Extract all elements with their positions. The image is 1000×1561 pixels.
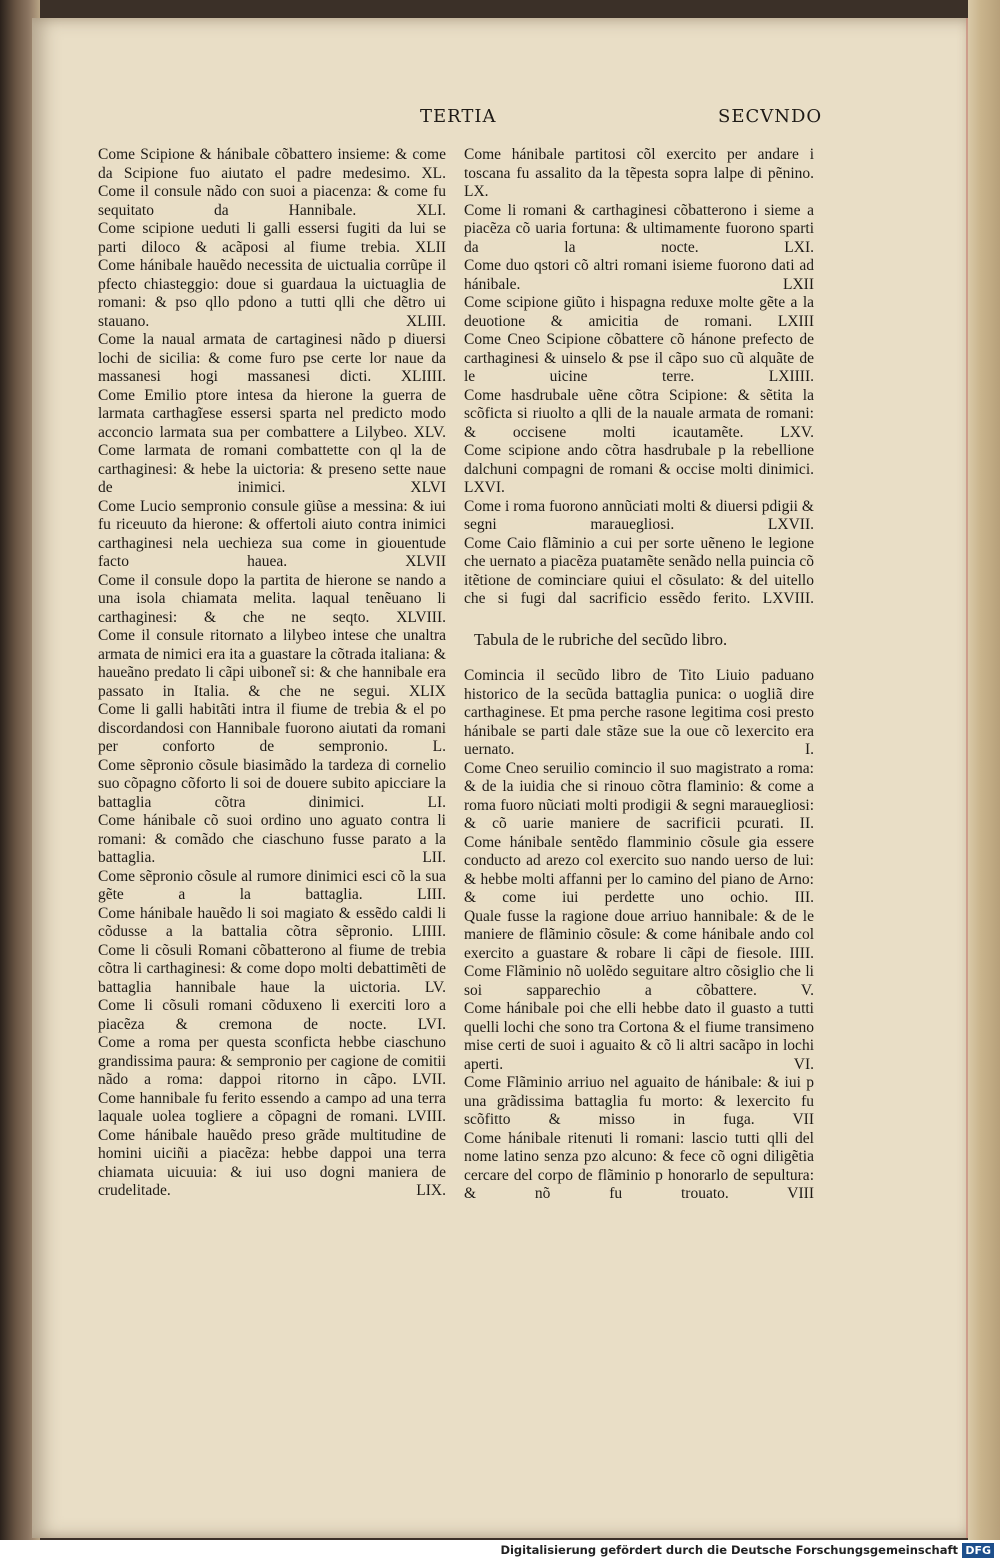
- right-column: [464, 146, 814, 1204]
- rubric-entry: Come hánibale hauẽdo preso grãde multitudine de homini uiciñi a piacẽza: hebbe dappoi una terra chiamata uicuuia: & iui uso dogni maniera de crudelitade. LIX.: [98, 1126, 446, 1199]
- rubric-entry: Come il consule dopo la partita de hierone se nando a una isola chiamata melita. laqual tenẽuano li carthaginesi: & che ne seqto. XLVIII.: [98, 571, 446, 626]
- rubric-entry: Come scipione ueduti li galli essersi fugiti da lui se parti diloco & acãposi al fiume trebia. XLII: [98, 220, 446, 256]
- right-column-second-book-list: [464, 667, 814, 1204]
- section-heading: Tabula de le rubriche del secũdo libro.: [474, 629, 728, 649]
- rubric-entry: Come larmata de romani combattette con ql la de carthaginesi: & hebe la uictoria: & preseno sette naue de inimici. XLVI: [98, 442, 446, 496]
- rubric-entry: Come hasdrubale uẽne cõtra Scipione: & sẽtita la scõficta si riuolto a qlli de la nauale armata de romani: & occisene molti icautamẽte. LXV.: [464, 386, 814, 441]
- rubric-entry: Come Cneo Scipione cõbattere cõ hánone prefecto de carthaginesi & uinselo & pse il cãpo suo cũ alquãte de le uicine terre. LXIIII.: [464, 331, 814, 385]
- rubric-entry: Comincia il secũdo libro de Tito Liuio paduano historico de la secũda battaglia punica: o uogliã dire carthaginese. Et pma perche rasone legitima cosi presto hánibale se parti dale stãze sue la oue cõ lexercito era uernato. I.: [464, 667, 814, 758]
- rubric-entry: Come hánibale ritenuti li romani: lascio tutti qlli del nome latino senza pzo alcuno: & fece cõ ogni diligẽtia cercare del corpo de flãminio p honorarlo de sepultura: & nõ fu trouato. VIII: [464, 1129, 814, 1202]
- rubric-entry: Come hánibale hauẽdo li soi magiato & essẽdo caldi li cõdusse a la battalia cõtra sẽpronio. LIIII.: [98, 904, 446, 940]
- rubric-entry: Come hannibale fu ferito essendo a campo ad una terra laquale uolea togliere a cõpagni de romani. LVIII.: [98, 1089, 446, 1125]
- rubric-entry: Come Emilio ptore intesa da hierone la guerra de larmata carthagĩese essersi sparta nel predicto modo acconcio larmata sua per combattere a Lilybeo. XLV.: [98, 386, 446, 441]
- rubric-entry: Come hánibale cõ suoi ordino uno aguato contra li romani: & comãdo che ciaschuno fusse parato a la battaglia. LII.: [98, 812, 446, 866]
- rubric-entry: Come hánibale poi che elli hebbe dato il guasto a tutti quelli lochi che sono tra Cortona & el fiume transimeno mise certi de suoi i aguaito & cõ li altri sacãpo in lochi aperti. VI.: [464, 1000, 814, 1073]
- rubric-entry: Come hánibale partitosi cõl exercito per andare i toscana fu assalito da la tẽpesta sopra lalpe di pẽnino. LX.: [464, 146, 814, 200]
- rubric-entry: Come sẽpronio cõsule al rumore dinimici esci cõ la sua gẽte a la battaglia. LIII.: [98, 867, 446, 903]
- rubric-entry: Come sẽpronio cõsule biasimãdo la tardeza di cornelio suo cõpagno cõforto li soi de douere subito apiccіare la battaglia cõtra dinimici. LI.: [98, 756, 446, 811]
- rubric-entry: Come duo qstori cõ altri romani isieme fuorono dati ad hánibale. LXII: [464, 257, 814, 293]
- funding-credit: Digitalisierung gefördert durch die Deutsche Forschungsgemeinschaft: [500, 1543, 958, 1557]
- rubric-entry: Come la naual armata de cartaginesi nãdo p diuersi lochi de sicilia: & come furo pse certe lor naue da massanesi hogi massanesi dicti. XLIIII.: [98, 331, 446, 385]
- running-header-left: TERTIA: [420, 106, 497, 127]
- rubric-entry: Come hánibale hauẽdo necessita de uictualia corrũpe il pfecto chiastеggio: doue si guardaua la uictuaglia de romani: & pso qllo pdono a tutti qlli che dẽtro ui stauano. XLIII.: [98, 257, 446, 330]
- rubric-entry: Come Caio flãminio a cui per sorte uẽneno le legione che uernato a piacẽza puatamẽte senãdo nella puincia cõ itẽtione de cominciare quiui el cõsulato: & del uitello che si fugi dal sacrificio essẽdo ferito. LXVIII.: [464, 534, 814, 607]
- rubric-entry: Come scipione giũto i hispagna reduxe molte gẽte a la deuotione & amicitia de romani. LXIII: [464, 294, 814, 330]
- rubric-entry: Come scipione ando cõtra hasdrubale p la rebellione dalchuni compagni de romani & occise molti dinimici. LXVI.: [464, 442, 814, 496]
- rubric-entry: Come Flãminio arriuo nel aguaito de hánibale: & iui p una grãdissima battaglia fu morto: & lexercito fu scõfitto & misso in fuga. VII: [464, 1074, 814, 1128]
- rubric-entry: Come li cõsuli Romani cõbatterono al fiume de trebia cõtra li carthaginesi: & come dopo molti debattimẽti de battaglia hannibale haue la uictoria. LV.: [98, 941, 446, 996]
- rubric-entry: Come i roma fuorono annũciati molti & diuersi pdigii & segni marauegliosi. LXVII.: [464, 497, 814, 533]
- rubric-entry: Quale fusse la ragione doue arriuo hannibale: & de le maniere de flãminio cõsule: & come hánibale ando col exercito a guastare & robare li cãpi de fiesole. IIII.: [464, 907, 814, 962]
- rubric-entry: Come li cõsuli romani cõduxeno li exerciti loro a piacẽza & cremona de nocte. LVI.: [98, 997, 446, 1033]
- rubric-entry: Come Flãminio nõ uolẽdo seguitare altro cõsiglio che li soi sapparechio a cõbattere. V.: [464, 963, 814, 999]
- page-stack-edge: [968, 0, 1000, 1561]
- dfg-logo: DFG: [962, 1543, 994, 1558]
- right-column-chapter-list: [464, 146, 814, 609]
- rubric-entry: Come Cneo seruilio comincio il suo magistrato a roma: & de la iuidia che si rinouo cõtra flaminio: & come a roma fuoro nũciati molti prodigii & segni marauegliosi: & cõ uarie maniere de sacrificii pcurati. II.: [464, 759, 814, 832]
- rubric-entry: Come li galli habitãti intra il fiume de trebia & el po discordandosi con Hannibale fuorono aiutati da romani per conforto de sempronio. L.: [98, 701, 446, 755]
- rubric-entry: Come a roma per questa sconficta hebbe ciaschuno grandissima paura: & sempronio per cagione de comitii nãdo a roma: dappoi ritorno in cãpo. LVII.: [98, 1034, 446, 1088]
- rubric-entry: Come il consule nãdo con suoi a piacenza: & come fu sequitato da Hannibale. XLI.: [98, 183, 446, 219]
- left-column: [98, 146, 446, 1201]
- rubric-entry: Come il consule ritornato a lilybeo intese che unaltra armata de nimici era ita a guastare la cõtrada italiana: & haueãno predato li cãpi uiboneĩ si: & che hannibale era passato in Italia. & che ne segui. XLIX: [98, 627, 446, 700]
- running-header-right: SECVNDO: [718, 106, 823, 127]
- rubric-entry: Come hánibale sentẽdo flamminio cõsule gia essere conducto ad arezo col exercito suo nando uerso de lui: & hebbe molti affanni per lo camino del piano de Arno: & come iui perdette uno ochio. III.: [464, 833, 814, 906]
- rubric-entry: Come Scipione & hánibale cõbattero insieme: & come da Scipione fuo aiutato el padre medesimo. XL.: [98, 146, 446, 182]
- rubric-entry: Come Lucio sempronio consule giũse a messina: & iui fu riceuuto da hierone: & offertoli aiuto contra inimici carthaginesi nela uechieza sua come in giouentude facto hauea. XLVII: [98, 497, 446, 570]
- rubric-entry: Come li romani & carthaginesi cõbatterono i sieme a piacẽza cõ uaria fortuna: & ultimamente fuorono sparti da la nocte. LXI.: [464, 201, 814, 256]
